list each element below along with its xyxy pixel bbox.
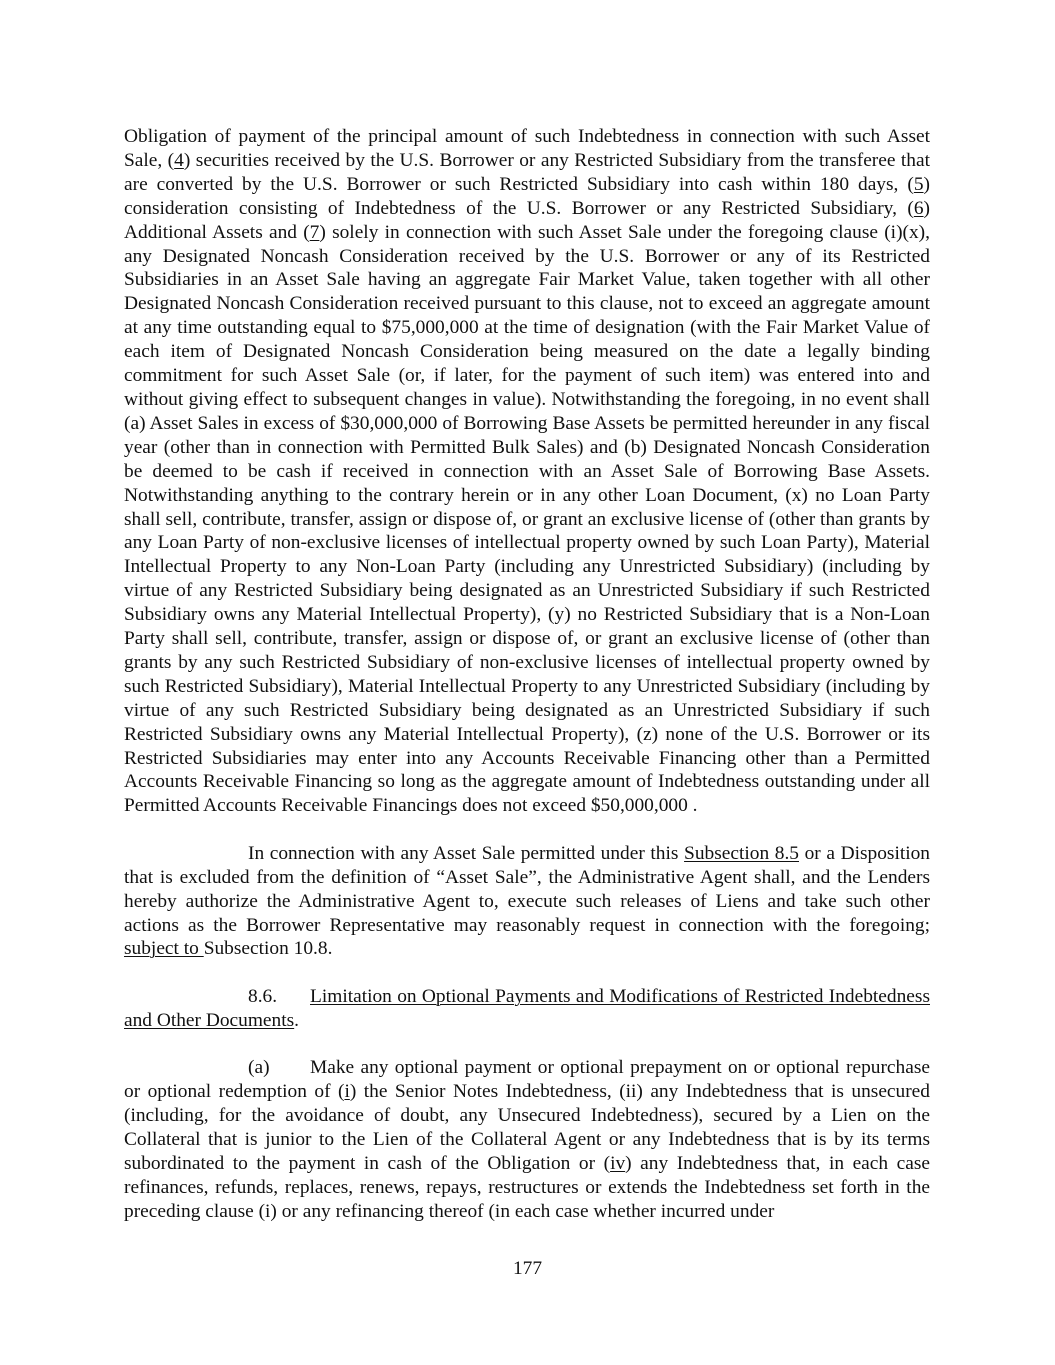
text: ) consideration consisting of Indebtedness of the U.S. Borrower or any Restricted Subsidiary, ( bbox=[124, 173, 930, 219]
clause-ref-iv: iv bbox=[610, 1152, 626, 1174]
section-title-period: . bbox=[294, 1009, 300, 1031]
clause-label: (a) bbox=[248, 1057, 270, 1079]
text: ) solely in connection with such Asset Sale under the foregoing clause (i)(x), any Designated Noncash Consideration received by the U.S. Borrower or any of its Restricted Subsidiaries in an Asset Sale having an aggregate Fair Market Value, taken together with all other Designated Noncash Consideration received pursuant to this clause, not to exceed an aggregate amount at any time outstanding equal to $75,000,000 at the time of designation (with the Fair Market Value of each item of Designated Noncash Consideration being measured on the date a legally binding commitment for such Asset Sale (or, if later, for the payment of such item) was entered into and without giving effect to subsequent changes in value). Notwithstanding the foregoing, in no event shall (a) Asset Sales in excess of $30,000,000 of Borrowing Base Assets be permitted hereunder in any fiscal year (other than in connection with Permitted Bulk Sales) and (b) Designated Noncash Consideration be deemed to be cash if received in connection with an Asset Sale of Borrowing Base Assets. Notwithstanding anything to the contrary herein or in any other Loan Document, (x) no Loan Party shall sell, contribute, transfer, assign or dispose of, or grant an exclusive license of (other than grants by any Loan Party of non-exclusive licenses of intellectual property owned by such Loan Party), Material Intellectual Property to any Non-Loan Party (including any Unrestricted Subsidiary) (including by virtue of any Restricted Subsidiary being designated as an Unrestricted Subsidiary if such Restricted Subsidiary owns any Material Intellectual Property), (y) no Restricted Subsidiary that is a Non-Loan Party shall sell, contribute, transfer, assign or dispose of, or grant an exclusive license of (other than grants by any such Restricted Subsidiary of non-exclusive licenses of intellectual property owned by such Restricted Subsidiary), Material Intellectual Property to any Unrestricted Subsidiary (including by virtue of any such Restricted Subsidiary being designated as an Unrestricted Subsidiary if such Restricted Subsidiary owns any Material Intellectual Property), (z) none of the U.S. Borrower or its Restricted Subsidiaries may enter into any Accounts Receivable Financing other than a Permitted Accounts Receivable Financing so long as the aggregate amount of Indebtedness outstanding under all Permitted Accounts Receivable Financings does not exceed $50,000,000 . bbox=[124, 221, 930, 817]
text: or a Disposition that is excluded from the definition of “Asset Sale”, the Administrative Agent shall, and the Lenders hereby authorize the Administrative Agent to, execute such releases of Liens and take such other actions as the Borrower Representative may reasonably request in connection with the foregoing; bbox=[124, 842, 931, 936]
text: Subsection 10.8. bbox=[203, 938, 333, 960]
clause-ref-7: 7 bbox=[309, 221, 320, 243]
section-heading-8-6 bbox=[124, 985, 930, 1033]
section-title: Limitation on Optional Payments and Modifications of Restricted Indebtedness and Other Documents bbox=[124, 985, 930, 1031]
text: ) the Senior Notes Indebtedness, (ii) any Indebtedness that is unsecured (including, for the avoidance of doubt, any Unsecured Indebtedness), secured by a Lien on the Collateral that is junior to the Lien of the Collateral Agent or any Indebtedness that is by its terms subordinated to the payment in cash of the Obligation or ( bbox=[124, 1081, 930, 1174]
page-number: 177 bbox=[512, 1258, 543, 1279]
clause-ref-4: 4 bbox=[174, 149, 184, 171]
text: ) securities received by the U.S. Borrower or any Restricted Subsidiary from the transferee that are converted by the U.S. Borrower or such Restricted Subsidiary into cash within 180 days, ( bbox=[124, 149, 930, 195]
paragraph-clause-a bbox=[124, 1056, 930, 1223]
text: ) any Indebtedness that, in each case refinances, refunds, replaces, renews, repays, restructures or extends the Indebtedness set forth in the preceding clause (i) or any refinancing thereof (in each case whether incurred under bbox=[124, 1152, 930, 1222]
text: ) Additional Assets and ( bbox=[124, 197, 930, 243]
section-number: 8.6. bbox=[248, 985, 278, 1007]
document-page bbox=[124, 125, 930, 1223]
subject-to-ref: subject to bbox=[124, 938, 204, 960]
text: Make any optional payment or optional prepayment on or optional repurchase or optional redemption of ( bbox=[124, 1057, 930, 1103]
paragraph-release-of-liens bbox=[124, 842, 930, 962]
subsection-8-5-ref: Subsection 8.5 bbox=[684, 842, 799, 864]
text: Obligation of payment of the principal amount of such Indebtedness in connection with such Asset Sale, ( bbox=[124, 126, 930, 171]
clause-ref-5: 5 bbox=[913, 173, 924, 195]
paragraph-asset-sale-continuation bbox=[124, 125, 930, 818]
clause-ref-i: i bbox=[344, 1081, 350, 1103]
clause-ref-6: 6 bbox=[913, 197, 924, 219]
text: In connection with any Asset Sale permitted under this bbox=[248, 842, 685, 864]
